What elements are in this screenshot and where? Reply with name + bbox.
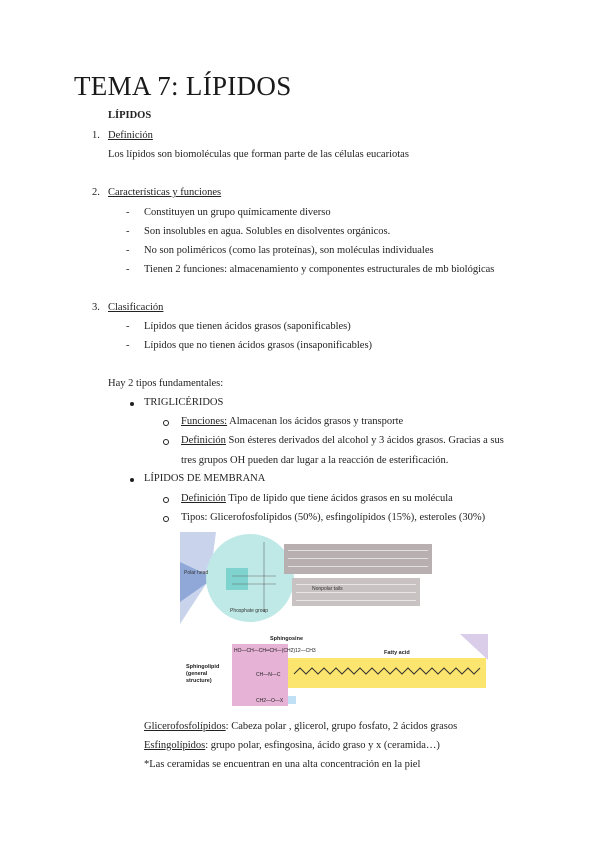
mem-definition-label: Definición: [181, 493, 226, 504]
polar-head-label: Polar head: [184, 570, 209, 576]
sphingolipid-figure: [184, 634, 488, 708]
section-heading: LÍPIDOS: [108, 110, 152, 121]
section-3-number: 3.: [92, 302, 100, 313]
list-item: Lípidos que tienen ácidos grasos (saponificables): [144, 321, 351, 332]
bullet-icon: [130, 402, 134, 406]
circle-bullet-icon: [163, 497, 169, 503]
trig-definition-label: Definición: [181, 435, 226, 446]
section-2-heading: Características y funciones: [108, 187, 222, 198]
trig-definition-text: Son ésteres derivados del alcohol y 3 ácidos grasos. Gracias a sus: [228, 435, 504, 446]
section-1-text: Los lípidos son biomoléculas que forman parte de las células eucariotas: [108, 149, 409, 160]
circle-bullet-icon: [163, 420, 169, 426]
trig-definition: [181, 434, 504, 448]
x-group-box: [288, 696, 296, 704]
sphingolipid-label-line-3: structure): [186, 678, 212, 684]
figure-corner-shape: [460, 634, 488, 660]
glicerofosfolipidos-label: Glicerofosfolípidos: [144, 721, 226, 732]
dash-marker: -: [126, 226, 130, 237]
bullet-icon: [130, 478, 134, 482]
phosphate-group-label: Phosphate group: [230, 608, 269, 614]
fatty-acid-label: Fatty acid: [384, 650, 410, 656]
circle-bullet-icon: [163, 516, 169, 522]
dash-marker: -: [126, 207, 130, 218]
list-item: No son poliméricos (como las proteínas), son moléculas individuales: [144, 245, 434, 256]
list-item: Constituyen un grupo químicamente diverso: [144, 207, 331, 218]
list-item: Tienen 2 funciones: almacenamiento y componentes estructurales de mb biológicas: [144, 264, 495, 275]
glicerofosfolipidos-text: : Cabeza polar , glicerol, grupo fosfato, 2 ácidos grasos: [225, 721, 458, 732]
esfingolipidos-note: [144, 739, 440, 753]
glycerophospholipid-figure: [180, 532, 432, 624]
section-3-heading: Clasificación: [108, 302, 164, 313]
page-title: TEMA 7: LÍPIDOS: [74, 71, 292, 101]
phosphate-group-box: [226, 568, 248, 590]
list-item: Son insolubles en agua. Solubles en disolventes orgánicos.: [144, 226, 391, 237]
sphingolipid-label-line-2: (general: [186, 671, 208, 677]
glicerofosfolipidos-note: [144, 720, 457, 734]
types-intro: Hay 2 tipos fundamentales:: [108, 378, 224, 389]
nonpolar-tails-label: Nonpolar tails: [312, 586, 343, 592]
section-2-number: 2.: [92, 187, 100, 198]
trig-functions: [181, 415, 403, 429]
list-item: Lípidos que no tienen ácidos grasos (insaponificables): [144, 340, 373, 351]
dash-marker: -: [126, 264, 130, 275]
dash-marker: -: [126, 245, 130, 256]
mem-types: Tipos: Glicerofosfolípidos (50%), esfingolípidos (15%), esteroles (30%): [181, 512, 486, 523]
mem-definition-text: Tipo de lípido que tiene ácidos grasos en su molécula: [228, 493, 453, 504]
trig-definition-continued: tres grupos OH pueden dar lugar a la reacción de esterificación.: [181, 455, 449, 466]
esfingolipidos-label: Esfingolípidos: [144, 740, 206, 751]
membrana-label: LÍPIDOS DE MEMBRANA: [144, 473, 266, 484]
trigliceridos-label: TRIGLICÉRIDOS: [144, 397, 224, 408]
formula-top: HO—CH—CH═CH—(CH2)12—CH3: [234, 648, 316, 654]
esfingolipidos-text: : grupo polar, esfingosina, ácido graso y x (ceramida…): [205, 740, 440, 751]
circle-bullet-icon: [163, 439, 169, 445]
dash-marker: -: [126, 321, 130, 332]
ceramidas-note: *Las ceramidas se encuentran en una alta concentración en la piel: [144, 759, 421, 770]
sphingosine-label: Sphingosine: [270, 636, 303, 642]
dash-marker: -: [126, 340, 130, 351]
mem-definition: [181, 492, 453, 506]
trig-functions-text: Almacenan los ácidos grasos y transporte: [229, 416, 404, 427]
formula-middle: CH—N—C: [256, 672, 281, 678]
sphingolipid-label: Sphingolipid: [186, 664, 220, 670]
section-1-heading: Definición: [108, 130, 153, 141]
section-1-number: 1.: [92, 130, 100, 141]
formula-bottom: CH2—O—X: [256, 698, 284, 704]
trig-functions-label: Funciones:: [181, 416, 228, 427]
